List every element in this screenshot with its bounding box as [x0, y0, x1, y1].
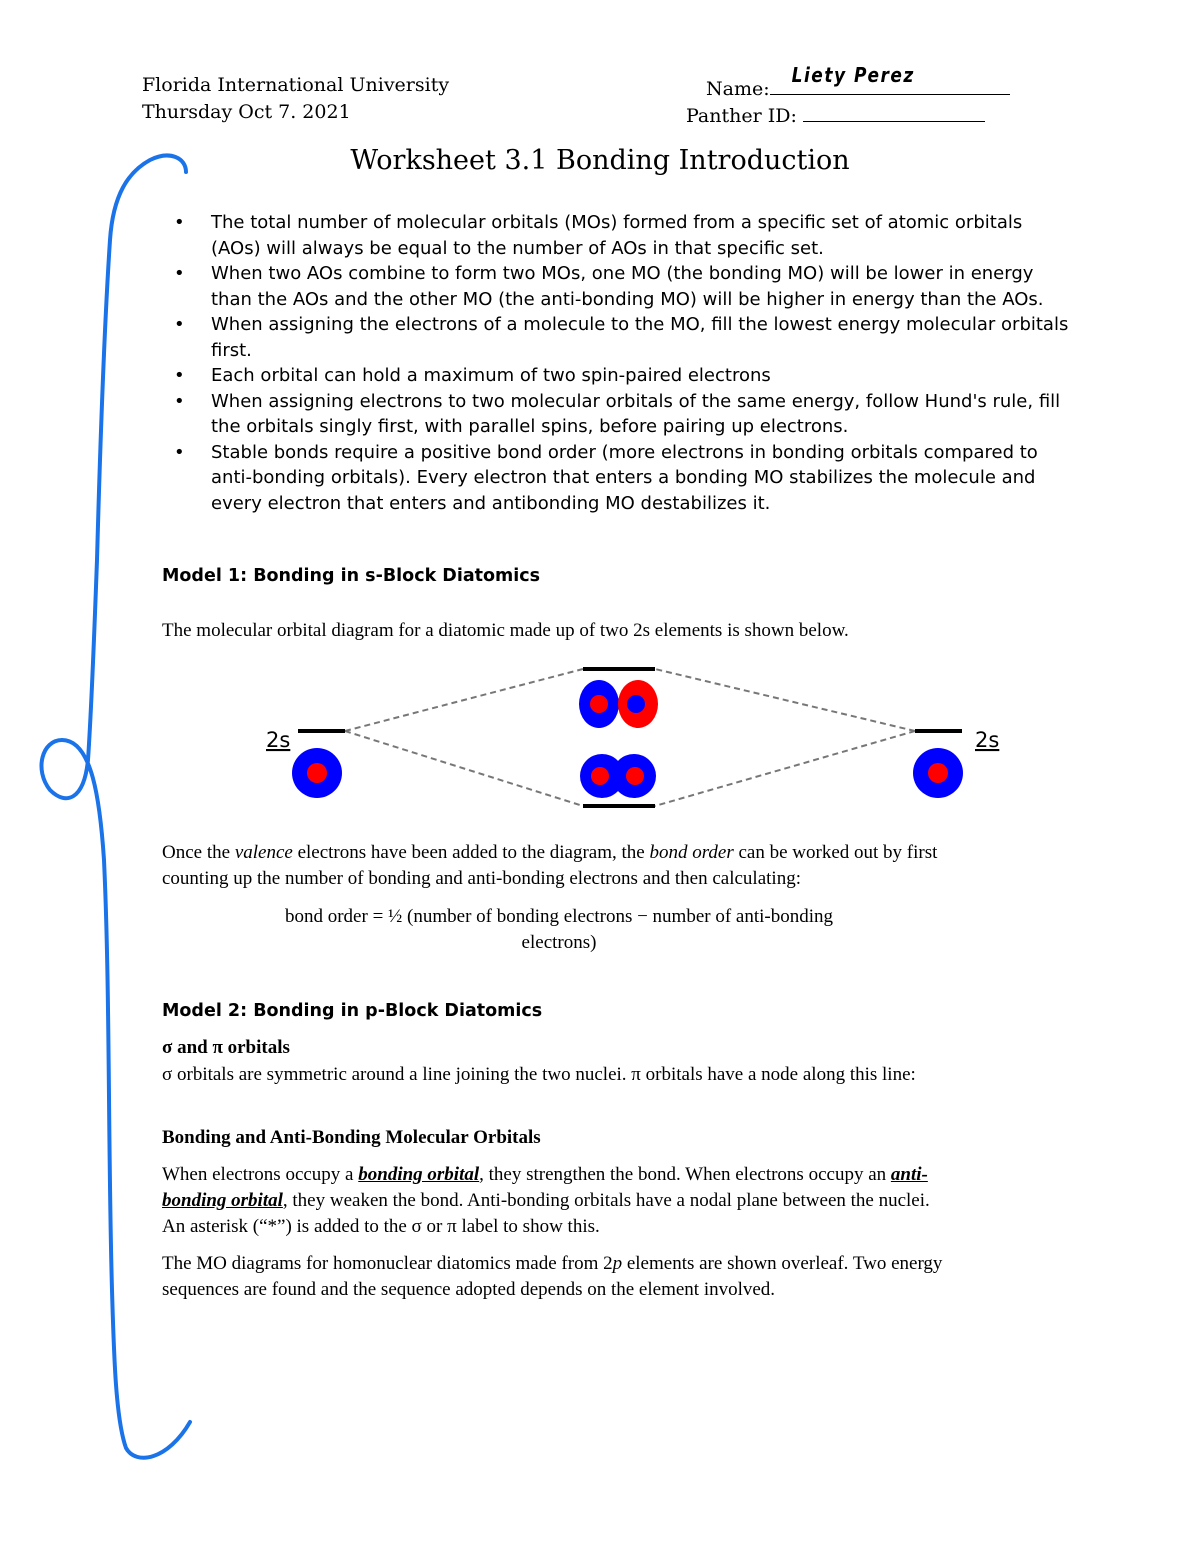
formula-line-1: bond order = ½ (number of bonding electrons − number of anti-bonding: [284, 906, 834, 927]
mo-diagram: [250, 658, 1010, 818]
model1-heading: Model 1: Bonding in s-Block Diatomics: [162, 566, 541, 586]
rules-list: [172, 210, 1072, 516]
worksheet-date: Thursday Oct 7. 2021: [142, 101, 351, 123]
antibonding-orbital-lobes: [579, 680, 658, 728]
left-s-orbital: [292, 748, 342, 798]
model2-heading: Model 2: Bonding in p-Block Diatomics: [162, 1001, 543, 1021]
formula-line-2: electrons): [521, 932, 597, 953]
overleaf-text: The MO diagrams for homonuclear diatomics made from 2p elements are shown overleaf. Two energy sequences are found and the sequence adopted depends on the element involved.: [162, 1253, 943, 1300]
panther-id-label: Panther ID:: [686, 105, 797, 127]
sigma-pi-heading: σ and π orbitals: [162, 1037, 290, 1058]
handwritten-bracket-annotation: [0, 0, 220, 1553]
page-title: Worksheet 3.1 Bonding Introduction: [350, 145, 850, 176]
list-item: • When assigning the electrons of a molecule to the MO, fill the lowest energy molecular orbitals first.: [172, 312, 1072, 363]
list-item: • When two AOs combine to form two MOs, one MO (the bonding MO) will be lower in energy than the AOs and the other MO (the anti-bonding MO) will be higher in energy than the AOs.: [172, 261, 1072, 312]
list-item: • When assigning electrons to two molecular orbitals of the same energy, follow Hund's rule, fill the orbitals singly first, with parallel spins, before pairing up electrons.: [172, 389, 1072, 440]
panther-id-field: [686, 103, 985, 126]
handwritten-name: Liety Perez: [791, 64, 915, 89]
sigma-pi-text: σ orbitals are symmetric around a line joining the two nuclei. π orbitals have a node along this line:: [162, 1064, 916, 1085]
bond-order-paragraph: Once the valence electrons have been added to the diagram, the bond order can be worked out by first counting up the number of bonding and anti-bonding electrons and then calculating:: [162, 842, 938, 889]
panther-id-line: [803, 103, 985, 122]
right-s-orbital: [913, 748, 963, 798]
name-line: [770, 64, 1010, 95]
bonding-antibonding-text: When electrons occupy a bonding orbital, they strengthen the bond. When electrons occupy an anti-bonding orbital, they weaken the bond. Anti-bonding orbitals have a nodal plane between the nuclei. An asterisk (“*”) is added to the σ or π label to show this.: [162, 1164, 930, 1237]
list-item: • Each orbital can hold a maximum of two spin-paired electrons: [172, 363, 1072, 389]
list-item: • The total number of molecular orbitals (MOs) formed from a specific set of atomic orbitals (AOs) will always be equal to the number of AOs in that specific set.: [172, 210, 1072, 261]
model1-intro: The molecular orbital diagram for a diatomic made up of two 2s elements is shown below.: [162, 620, 849, 641]
left-2s-label: 2s: [266, 728, 291, 752]
list-item: • Stable bonds require a positive bond order (more electrons in bonding orbitals compared to anti-bonding orbitals). Every electron that enters a bonding MO stabilizes the molecule and every electron that enters and antibonding MO destabilizes it.: [172, 440, 1072, 517]
name-field: [706, 64, 1010, 100]
name-label: Name:: [706, 78, 770, 100]
right-2s-label: 2s: [975, 728, 1000, 752]
bonding-orbital-lobes: [580, 754, 656, 798]
bonding-antibonding-heading: Bonding and Anti-Bonding Molecular Orbitals: [162, 1127, 541, 1148]
university-name: Florida International University: [142, 74, 450, 96]
